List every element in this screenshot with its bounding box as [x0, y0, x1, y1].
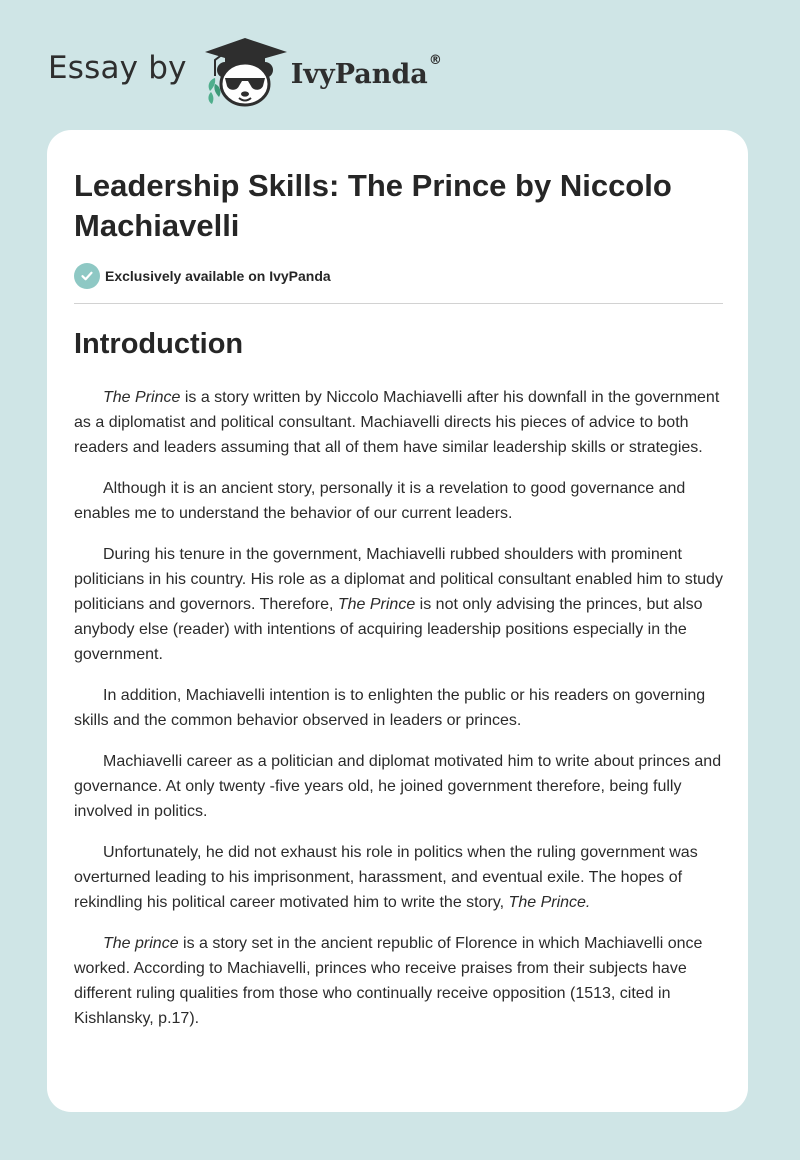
paragraph-3 [74, 542, 729, 667]
exclusive-label: Exclusively available on IvyPanda [105, 268, 331, 284]
site-header [48, 36, 441, 108]
paragraph-text: Although it is an ancient story, personally it is a revelation to good governance and enables me to understand the behavior of our current leaders. [74, 480, 686, 522]
paragraph-text: Machiavelli career as a politician and diplomat motivated him to write about princes and governance. At only twenty -five years old, he joined government therefore, being fully involved in politics. [74, 753, 722, 820]
title-divider [74, 303, 723, 304]
italic-title: The prince [103, 935, 179, 952]
essay-body [74, 385, 729, 1047]
check-circle-icon [74, 263, 100, 289]
paragraph-6 [74, 840, 729, 915]
paragraph-1 [74, 385, 729, 460]
paragraph-5 [74, 749, 729, 824]
essay-by-label: Essay by [48, 50, 187, 86]
section-heading: Introduction [74, 328, 244, 360]
essay-title: Leadership Skills: The Prince by Niccolo Machiavelli [74, 168, 672, 243]
italic-title: The Prince [337, 596, 416, 613]
paragraph-text: Unfortunately, he did not exhaust his role in politics when the ruling government was overturned leading to his imprisonment, harassment, and eventual exile. The hopes of rekindling his political career motivated him to write the story, [74, 844, 698, 911]
panda-graduate-logo-icon[interactable] [201, 36, 289, 108]
registered-mark: ® [428, 52, 442, 68]
paragraph-text: is a story written by Niccolo Machiavelli after his downfall in the government as a diplomatist and political consultant. Machiavelli directs his pieces of advice to both readers and leaders assuming that all of them have similar leadership skills or strategies. [74, 389, 720, 456]
brand-name[interactable]: IvyPanda [290, 58, 428, 90]
paragraph-2 [74, 476, 729, 526]
italic-title: The Prince [103, 389, 181, 406]
exclusive-badge [74, 263, 331, 289]
paragraph-text: In addition, Machiavelli intention is to enlighten the public or his readers on governing skills and the common behavior observed in leaders or princes. [74, 687, 706, 729]
paragraph-7 [74, 931, 729, 1031]
paragraph-4 [74, 683, 729, 733]
essay-card [47, 130, 748, 1112]
paragraph-text: During his tenure in the government, Machiavelli rubbed shoulders with prominent politicians in his country. His role as a diplomat and political consultant enabled him to study politicians and governors. Therefore, [74, 546, 723, 613]
paragraph-text: is not only advising the princes, but also anybody else (reader) with intentions of acquiring leadership positions especially in the government. [74, 596, 703, 663]
italic-title: The Prince. [508, 894, 591, 911]
paragraph-text: is a story set in the ancient republic of Florence in which Machiavelli once worked. According to Machiavelli, princes who receive praises from their subjects have different ruling qualities from those who continually receive opposition (1513, cited in Kishlansky, p.17). [74, 935, 703, 1027]
